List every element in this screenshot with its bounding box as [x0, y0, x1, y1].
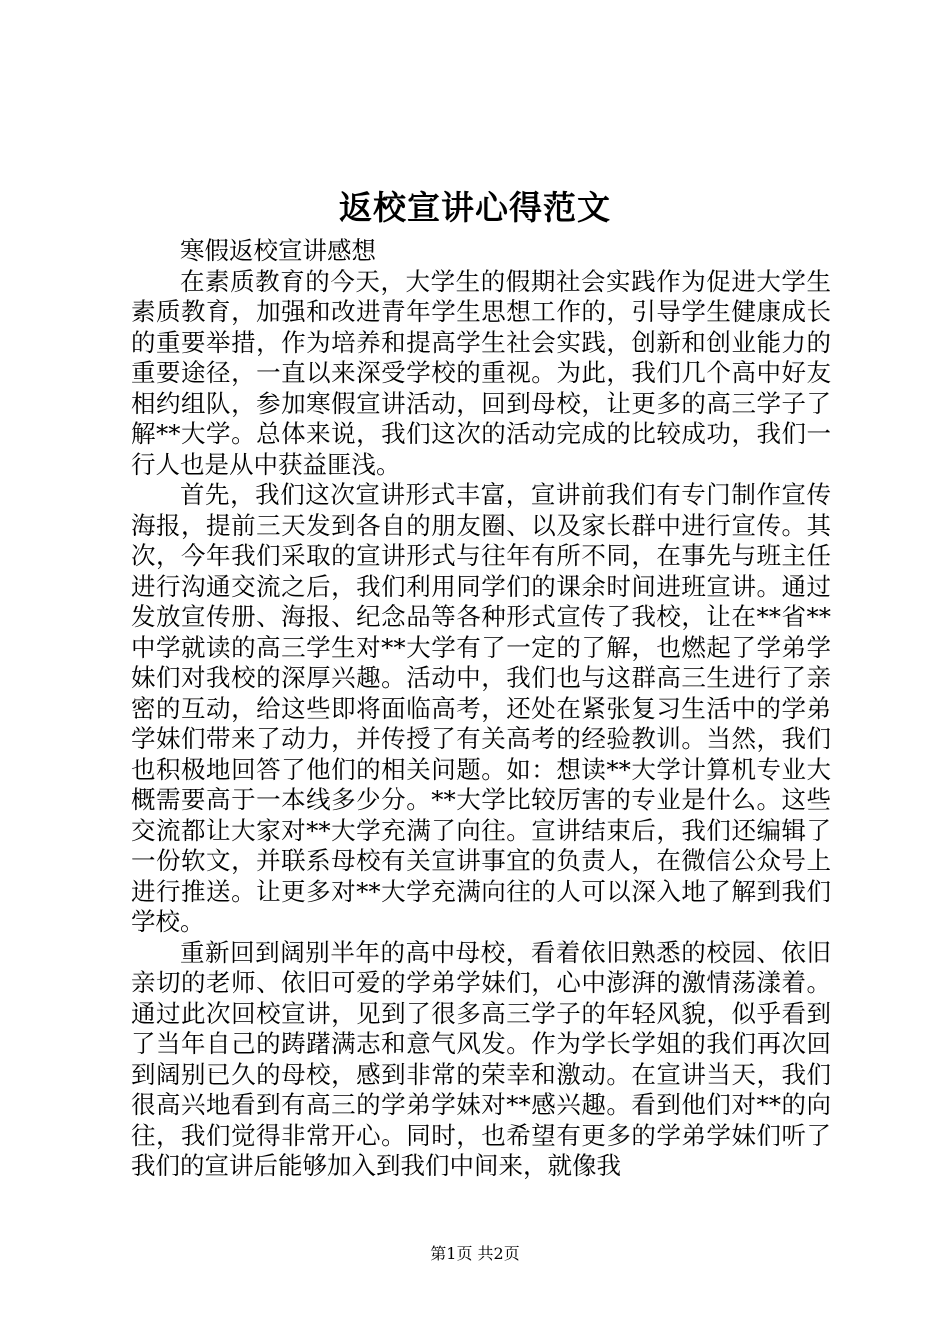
- body-paragraph: 重新回到阔别半年的高中母校，看着依旧熟悉的校园、依旧亲切的老师、依旧可爱的学弟学妹们，心中澎湃的激情荡漾着。通过此次回校宣讲，见到了很多高三学子的年轻风貌，似乎看到了当年自己的踌躇满志和意气风发。作为学长学姐的我们再次回到阔别已久的母校，感到非常的荣幸和激动。在宣讲当天，我们很高兴地看到有高三的学弟学妹对**感兴趣。看到他们对**的向往，我们觉得非常开心。同时，也希望有更多的学弟学妹们听了我们的宣讲后能够加入到我们中间来，就像我: [131, 937, 831, 1180]
- body-paragraph: 首先，我们这次宣讲形式丰富，宣讲前我们有专门制作宣传海报，提前三天发到各自的朋友圈、以及家长群中进行宣传。其次，今年我们采取的宣讲形式与往年有所不同，在事先与班主任进行沟通交流之后，我们利用同学们的课余时间进班宣讲。通过发放宣传册、海报、纪念品等各种形式宣传了我校，让在**省**中学就读的高三学生对**大学有了一定的了解，也燃起了学弟学妹们对我校的深厚兴趣。活动中，我们也与这群高三生进行了亲密的互动，给这些即将面临高考，还处在紧张复习生活中的学弟学妹们带来了动力，并传授了有关高考的经验教训。当然，我们也积极地回答了他们的相关问题。如：想读**大学计算机专业大概需要高于一本线多少分。**大学比较厉害的专业是什么。这些交流都让大家对**大学充满了向往。宣讲结束后，我们还编辑了一份软文，并联系母校有关宣讲事宜的负责人，在微信公众号上进行推送。让更多对**大学充满向往的人可以深入地了解到我们学校。: [131, 480, 831, 936]
- subtitle-paragraph: 寒假返校宣讲感想: [180, 236, 376, 265]
- body-paragraph: 在素质教育的今天，大学生的假期社会实践作为促进大学生素质教育，加强和改进青年学生思想工作的，引导学生健康成长的重要举措，作为培养和提高学生社会实践，创新和创业能力的重要途径，一直以来深受学校的重视。为此，我们几个高中好友相约组队，参加寒假宣讲活动，回到母校，让更多的高三学子了解**大学。总体来说，我们这次的活动完成的比较成功，我们一行人也是从中获益匪浅。: [131, 266, 831, 479]
- page-footer: 第1页 共2页: [430, 1244, 520, 1263]
- document-body: [131, 236, 831, 1182]
- document-title: 返校宣讲心得范文: [339, 188, 611, 227]
